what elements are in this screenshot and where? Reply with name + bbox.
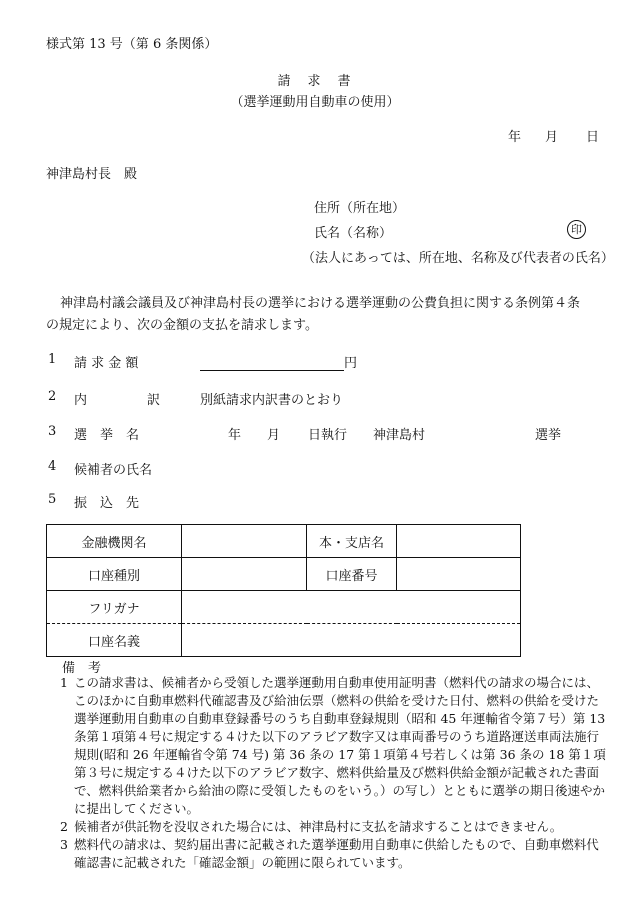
furigana-label: フリガナ bbox=[47, 591, 182, 624]
account-name-label: 口座名義 bbox=[47, 624, 182, 657]
table-row bbox=[47, 624, 521, 657]
remark-item bbox=[60, 818, 606, 836]
body-text-line-1: 神津島村議会議員及び神津島村長の選挙における選挙運動の公費負担に関する条例第４条 bbox=[60, 296, 581, 311]
item-2-label-a: 内 bbox=[74, 393, 88, 408]
remark-item bbox=[60, 674, 606, 818]
amount-underline bbox=[200, 357, 344, 371]
date-day: 日 bbox=[586, 130, 600, 145]
remark-text: 燃料代の請求は、契約届出書に記載された選挙運動用自動車に供給したもので、自動車燃料代確認書に記載された「確認金額」の範囲に限られています。 bbox=[74, 837, 599, 870]
account-number-label: 口座番号 bbox=[307, 558, 397, 591]
item-4-number: 4 bbox=[48, 459, 57, 474]
account-type-field[interactable] bbox=[182, 558, 307, 591]
remark-number: 1 bbox=[60, 675, 68, 690]
breakdown-value: 別紙請求内訳書のとおり bbox=[200, 393, 344, 408]
bank-name-field[interactable] bbox=[182, 525, 307, 558]
election-month: 月 bbox=[267, 428, 281, 443]
item-1-number: 1 bbox=[48, 352, 57, 367]
table-row bbox=[47, 591, 521, 624]
remarks-title: 備 考 bbox=[62, 661, 102, 676]
remark-text: この請求書は、候補者から受領した選挙運動用自動車使用証明書（燃料代の請求の場合には、このほかに自動車燃料代確認書及び給油伝票（燃料の供給を受けた日付、燃料の供給を受けた選挙運動用自動車の自動車登録番号のうち自動車登録規則（昭和 45 年運輸省令第７号）第 13 条第１項第４号に規定する４けた以下のアラビア数字又は車両番号のうち道路運送車両法施行規則(昭和 26 年運輸省令第 74 号) 第 36 条の 17 第１項第４号若しくは第 36 条の 18 第１項第３号に規定する４けた以下のアラビア数字、燃料供給量及び燃料供給金額が記載された書面で、燃料供給業者から給油の際に受領したものをいう。）の写し）とともに選挙の期日後速やかに提出してください。 bbox=[74, 675, 606, 816]
table-row bbox=[47, 525, 521, 558]
item-3-number: 3 bbox=[48, 424, 57, 439]
item-2-label-b: 訳 bbox=[147, 393, 161, 408]
account-type-label: 口座種別 bbox=[47, 558, 182, 591]
name-label: 氏名（名称） bbox=[314, 226, 393, 241]
branch-name-label: 本・支店名 bbox=[307, 525, 397, 558]
address-label: 住所（所在地） bbox=[314, 201, 406, 216]
furigana-field[interactable] bbox=[182, 591, 521, 624]
account-number-field[interactable] bbox=[397, 558, 521, 591]
date-year: 年 bbox=[508, 130, 522, 145]
form-number: 様式第 13 号（第 6 条関係） bbox=[46, 37, 218, 52]
item-5-label: 振 込 先 bbox=[74, 496, 140, 511]
table-row bbox=[47, 558, 521, 591]
remarks-list bbox=[60, 674, 606, 872]
election-village: 神津島村 bbox=[373, 428, 426, 443]
date-month: 月 bbox=[545, 130, 559, 145]
form-title: 請 求 書 bbox=[277, 74, 353, 89]
item-3-label: 選 挙 名 bbox=[74, 428, 140, 443]
form-subtitle: （選挙運動用自動車の使用） bbox=[230, 95, 400, 110]
item-2-number: 2 bbox=[48, 389, 57, 404]
election-year: 年 bbox=[228, 428, 242, 443]
remark-number: 3 bbox=[60, 837, 68, 852]
addressee: 神津島村長 殿 bbox=[46, 167, 138, 182]
bank-name-label: 金融機関名 bbox=[47, 525, 182, 558]
item-4-label: 候補者の氏名 bbox=[74, 463, 153, 478]
body-text-line-2: の規定により、次の金額の支払を請求します。 bbox=[46, 318, 318, 333]
remark-text: 候補者が供託物を没収された場合には、神津島村に支払を請求することはできません。 bbox=[74, 819, 563, 834]
corporation-note: （法人にあっては、所在地、名称及び代表者の氏名） bbox=[302, 251, 614, 266]
remark-number: 2 bbox=[60, 819, 68, 834]
seal-mark bbox=[567, 220, 586, 239]
seal-icon: 印 bbox=[567, 220, 586, 239]
election-day: 日執行 bbox=[308, 428, 348, 443]
branch-name-field[interactable] bbox=[397, 525, 521, 558]
account-name-field[interactable] bbox=[182, 624, 521, 657]
item-1-label: 請 求 金 額 bbox=[74, 356, 139, 371]
item-5-number: 5 bbox=[48, 492, 57, 507]
bank-info-table bbox=[46, 524, 521, 657]
election-suffix: 選挙 bbox=[535, 428, 562, 443]
amount-field[interactable] bbox=[200, 352, 357, 371]
remark-item bbox=[60, 836, 606, 872]
amount-unit: 円 bbox=[344, 356, 358, 371]
